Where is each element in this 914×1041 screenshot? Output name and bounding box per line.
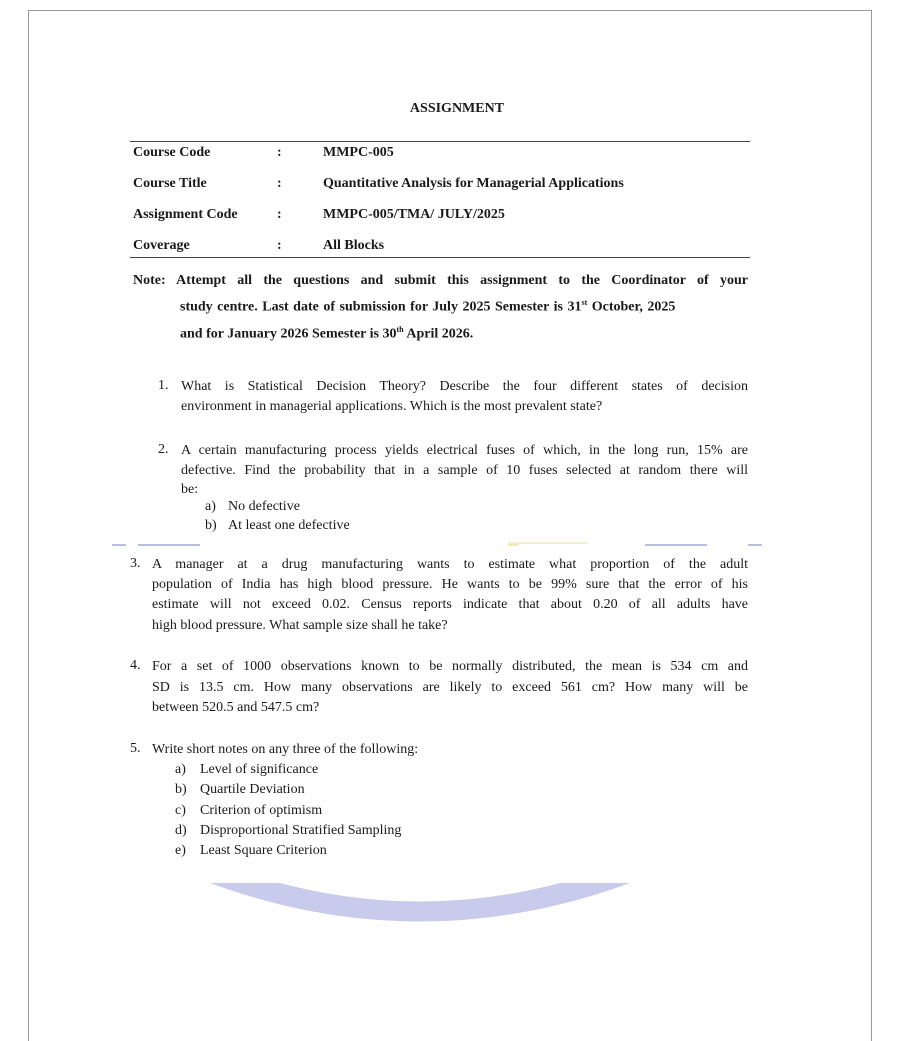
question-line: For a set of 1000 observations known to be normally distributed, the mean is 534 cm and: [152, 659, 748, 674]
info-label: Course Code: [133, 145, 211, 160]
info-value: MMPC-005: [323, 145, 394, 160]
note-text: April 2026.: [403, 326, 474, 342]
info-value: All Blocks: [323, 238, 385, 253]
option-text: At least one defective: [228, 518, 350, 533]
option-text: No defective: [228, 499, 300, 514]
option-text: Criterion of optimism: [200, 803, 323, 818]
question-line: A manager at a drug manufacturing wants to estimate what proportion of the adult: [152, 557, 748, 572]
question-line: between 520.5 and 547.5 cm?: [152, 700, 320, 715]
note-line: Note: Attempt all the questions and submit this assignment to the Coordinator of your: [133, 273, 748, 288]
option-key: c): [175, 803, 186, 818]
table-top-rule: [130, 141, 750, 142]
page-title: ASSIGNMENT: [409, 101, 505, 116]
info-sep: :: [277, 207, 282, 222]
question-number: 4.: [130, 658, 141, 673]
info-value: Quantitative Analysis for Managerial Applications: [323, 176, 624, 191]
question-line: SD is 13.5 cm. How many observations are likely to exceed 561 cm? How many will be: [152, 680, 748, 695]
note-sup: th: [396, 325, 404, 334]
question-number: 5.: [130, 741, 141, 756]
info-label: Assignment Code: [133, 207, 238, 222]
option-key: d): [175, 823, 187, 838]
divider-mark: [748, 544, 762, 546]
divider-mark: [138, 544, 200, 546]
info-sep: :: [277, 176, 282, 191]
question-number: 2.: [158, 442, 169, 457]
watermark-logo: [200, 880, 640, 930]
info-value: MMPC-005/TMA/ JULY/2025: [323, 207, 505, 222]
table-bottom-rule: [130, 257, 750, 258]
note-sup: st: [581, 298, 588, 307]
info-sep: :: [277, 238, 282, 253]
divider-mark: [508, 544, 518, 546]
option-key: a): [175, 762, 186, 777]
note-text: and for January 2026 Semester is 30: [180, 326, 397, 342]
question-line: What is Statistical Decision Theory? Describe the four different states of decision: [181, 379, 748, 394]
question-number: 3.: [130, 556, 141, 571]
option-key: a): [205, 499, 216, 514]
option-text: Level of significance: [200, 762, 319, 777]
info-sep: :: [277, 145, 282, 160]
option-text: Quartile Deviation: [200, 782, 305, 797]
divider-mark: [508, 542, 588, 544]
question-line: defective. Find the probability that in a sample of 10 fuses selected at random there will: [181, 463, 748, 478]
question-line: Write short notes on any three of the following:: [152, 742, 419, 757]
note-line: [180, 325, 473, 343]
question-line: be:: [181, 482, 199, 497]
question-number: 1.: [158, 378, 169, 393]
option-text: Disproportional Stratified Sampling: [200, 823, 402, 838]
info-label: Coverage: [133, 238, 190, 253]
note-text: study centre. Last date of submission for July 2025 Semester is 31: [180, 299, 582, 315]
option-text: Least Square Criterion: [200, 843, 327, 858]
option-key: e): [175, 843, 186, 858]
divider-mark: [112, 544, 126, 546]
question-line: environment in managerial applications. Which is the most prevalent state?: [181, 399, 603, 414]
option-key: b): [175, 782, 187, 797]
note-text: October, 2025: [587, 299, 676, 315]
divider-mark: [645, 544, 707, 546]
option-key: b): [205, 518, 217, 533]
info-label: Course Title: [133, 176, 207, 191]
question-line: A certain manufacturing process yields electrical fuses of which, in the long run, 15% are: [181, 443, 748, 458]
question-line: high blood pressure. What sample size shall he take?: [152, 618, 448, 633]
question-line: population of India has high blood pressure. He wants to be 99% sure that the error of his: [152, 577, 748, 592]
note-line: [180, 298, 675, 316]
question-line: estimate will not exceed 0.02. Census reports indicate that about 0.20 of all adults have: [152, 597, 748, 612]
